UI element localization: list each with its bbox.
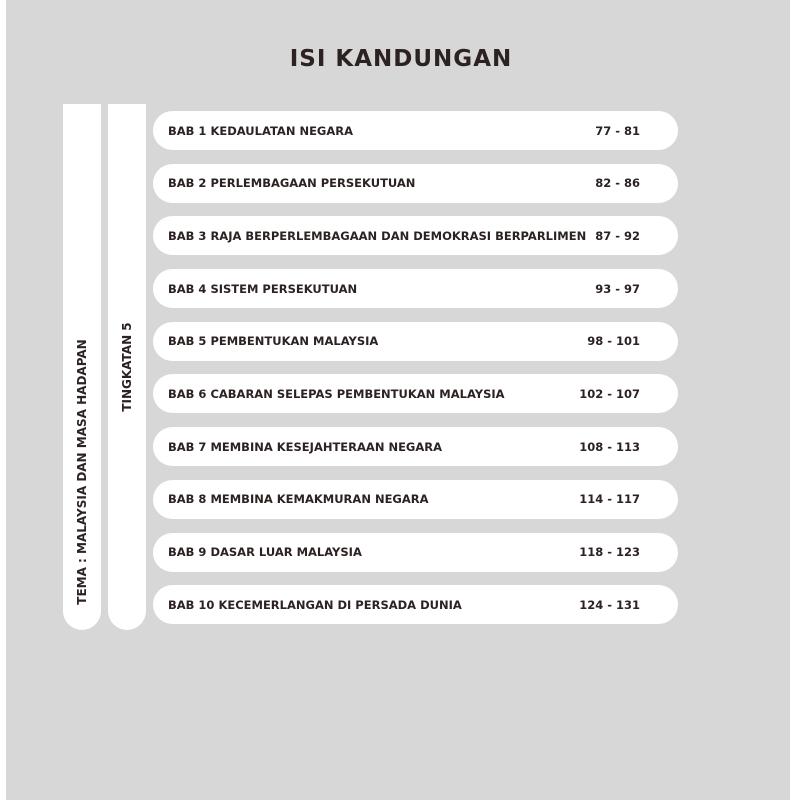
chapter-title: BAB 10 KECEMERLANGAN DI PERSADA DUNIA xyxy=(168,597,462,612)
chapter-title: BAB 6 CABARAN SELEPAS PEMBENTUKAN MALAYSIA xyxy=(168,386,505,401)
chapter-pages: 124 - 131 xyxy=(579,597,640,612)
chapter-pages: 93 - 97 xyxy=(595,281,640,296)
chapter-row[interactable] xyxy=(153,269,678,308)
chapter-pages: 114 - 117 xyxy=(579,492,640,507)
chapter-pages: 118 - 123 xyxy=(579,545,640,559)
chapter-title: BAB 8 MEMBINA KEMAKMURAN NEGARA xyxy=(168,492,429,507)
document-page xyxy=(6,0,790,800)
chapter-row[interactable] xyxy=(153,480,678,519)
chapter-row[interactable] xyxy=(153,427,678,466)
chapter-title: BAB 2 PERLEMBAGAAN PERSEKUTUAN xyxy=(168,176,416,191)
chapter-title: BAB 5 PEMBENTUKAN MALAYSIA xyxy=(168,334,379,349)
chapter-pages: 77 - 81 xyxy=(595,123,640,138)
chapter-pages: 98 - 101 xyxy=(587,334,640,349)
chapter-pages: 87 - 92 xyxy=(595,228,640,243)
chapter-row[interactable] xyxy=(153,111,678,150)
chapter-row[interactable] xyxy=(153,585,678,624)
chapter-title: BAB 3 RAJA BERPERLEMBAGAAN DAN DEMOKRASI BERPARLIMEN xyxy=(168,228,587,243)
chapter-pages: 108 - 113 xyxy=(579,439,640,454)
chapter-title: BAB 1 KEDAULATAN NEGARA xyxy=(168,123,354,138)
chapter-row[interactable] xyxy=(153,533,678,572)
chapter-row[interactable] xyxy=(153,216,678,255)
chapter-title: BAB 9 DASAR LUAR MALAYSIA xyxy=(168,545,362,559)
chapter-list xyxy=(153,111,678,638)
chapter-title: BAB 4 SISTEM PERSEKUTUAN xyxy=(168,281,358,296)
chapter-row[interactable] xyxy=(153,322,678,361)
chapter-row[interactable] xyxy=(153,374,678,413)
theme-label: TEMA : MALAYSIA DAN MASA HADAPAN xyxy=(75,339,89,605)
chapter-pages: 102 - 107 xyxy=(579,386,640,401)
theme-sidebar xyxy=(63,104,101,630)
page-title: ISI KANDUNGAN xyxy=(289,46,513,72)
form-sidebar xyxy=(108,104,146,630)
chapter-title: BAB 7 MEMBINA KESEJAHTERAAN NEGARA xyxy=(168,439,443,454)
form-label: TINGKATAN 5 xyxy=(120,322,134,412)
chapter-pages: 82 - 86 xyxy=(595,176,640,191)
chapter-row[interactable] xyxy=(153,164,678,203)
